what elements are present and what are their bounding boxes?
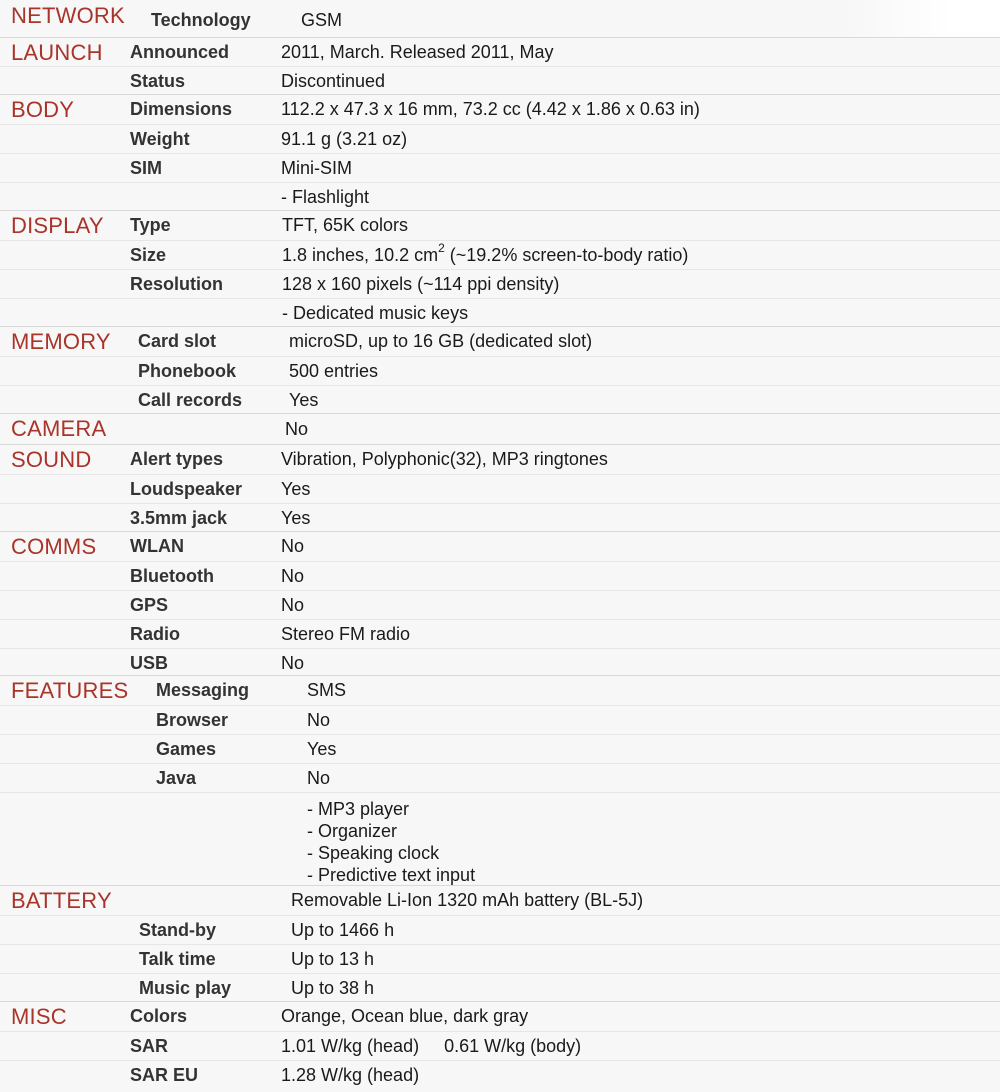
spec-label-type[interactable]: Type (130, 215, 171, 235)
spec-value-body-extra: - Flashlight (281, 187, 370, 207)
spec-value-weight: 91.1 g (3.21 oz) (281, 129, 408, 149)
spec-row-technology (0, 6, 1000, 35)
spec-label-sar[interactable]: SAR (130, 1036, 169, 1056)
spec-value-musicplay: Up to 38 h (291, 978, 375, 998)
section-misc (0, 1001, 1000, 1092)
feature-line: - Predictive text input (307, 865, 476, 885)
spec-row-weight (0, 124, 1000, 154)
category-comms[interactable]: COMMS (11, 534, 97, 559)
spec-row-wlan (0, 532, 1000, 561)
spec-value-alert: Vibration, Polyphonic(32), MP3 ringtones (281, 449, 608, 469)
spec-value-display-extra: - Dedicated music keys (282, 303, 469, 323)
spec-label-loudspeaker[interactable]: Loudspeaker (130, 479, 243, 499)
spec-row-camera (0, 415, 1000, 444)
size-value-main: 1.8 inches, 10.2 cm (282, 245, 439, 265)
spec-row-bluetooth (0, 561, 1000, 591)
spec-label-cardslot[interactable]: Card slot (138, 331, 217, 351)
spec-row-colors (0, 1002, 1000, 1031)
spec-value-standby: Up to 1466 h (291, 920, 395, 940)
size-value-superscript: 2 (438, 241, 445, 255)
spec-label-dimensions[interactable]: Dimensions (130, 99, 233, 119)
category-memory[interactable]: MEMORY (11, 329, 111, 354)
feature-line: - MP3 player (307, 799, 410, 819)
spec-row-talktime (0, 944, 1000, 974)
spec-label-browser[interactable]: Browser (156, 710, 229, 730)
spec-value-callrecords: Yes (289, 390, 319, 410)
spec-value-sareu: 1.28 W/kg (head) (281, 1065, 420, 1085)
category-battery[interactable]: BATTERY (11, 888, 112, 913)
spec-row-status (0, 66, 1000, 96)
spec-value-colors: Orange, Ocean blue, dark gray (281, 1006, 529, 1026)
spec-row-gps (0, 590, 1000, 620)
section-network (0, 0, 1000, 37)
category-network[interactable]: NETWORK (11, 3, 125, 28)
section-comms (0, 531, 1000, 676)
spec-label-standby[interactable]: Stand-by (139, 920, 217, 940)
category-launch[interactable]: LAUNCH (11, 40, 103, 65)
spec-label-bluetooth[interactable]: Bluetooth (130, 566, 214, 586)
spec-row-standby (0, 915, 1000, 945)
spec-row-callrecords (0, 385, 1000, 415)
spec-row-games (0, 734, 1000, 764)
section-launch (0, 37, 1000, 95)
section-camera (0, 413, 1000, 445)
spec-row-announced (0, 38, 1000, 67)
spec-row-java (0, 763, 1000, 793)
spec-row-resolution (0, 269, 1000, 299)
feature-line: - Organizer (307, 821, 398, 841)
spec-value-browser: No (307, 710, 331, 730)
spec-value-bluetooth: No (281, 566, 305, 586)
spec-value-size (282, 241, 688, 270)
spec-row-musicplay (0, 973, 1000, 1003)
spec-label-size[interactable]: Size (130, 245, 167, 265)
spec-value-status: Discontinued (281, 71, 386, 91)
spec-value-sim: Mini-SIM (281, 158, 352, 178)
spec-value-radio: Stereo FM radio (281, 624, 411, 644)
spec-label-resolution[interactable]: Resolution (130, 274, 223, 294)
spec-label-colors[interactable]: Colors (130, 1006, 188, 1026)
spec-value-technology: GSM (301, 10, 343, 30)
section-display (0, 210, 1000, 327)
spec-value-games: Yes (307, 739, 337, 759)
spec-label-alert[interactable]: Alert types (130, 449, 224, 469)
spec-label-sareu[interactable]: SAR EU (130, 1065, 199, 1085)
spec-label-wlan[interactable]: WLAN (130, 536, 184, 556)
spec-value-loudspeaker: Yes (281, 479, 311, 499)
spec-label-talktime[interactable]: Talk time (139, 949, 216, 969)
spec-row-loudspeaker (0, 474, 1000, 504)
spec-row-sareu (0, 1060, 1000, 1090)
spec-value-resolution: 128 x 160 pixels (~114 ppi density) (282, 274, 560, 294)
spec-row-phonebook (0, 356, 1000, 386)
section-sound (0, 444, 1000, 532)
category-misc[interactable]: MISC (11, 1004, 67, 1029)
category-camera[interactable]: CAMERA (11, 416, 107, 441)
spec-value-messaging: SMS (307, 680, 347, 700)
spec-label-status[interactable]: Status (130, 71, 186, 91)
spec-row-display-extra (0, 298, 1000, 328)
spec-value-features-extra (307, 798, 475, 886)
spec-label-radio[interactable]: Radio (130, 624, 181, 644)
spec-value-usb: No (281, 653, 305, 673)
category-sound[interactable]: SOUND (11, 447, 92, 472)
spec-label-phonebook[interactable]: Phonebook (138, 361, 236, 381)
section-memory (0, 326, 1000, 414)
feature-line: - Speaking clock (307, 843, 440, 863)
spec-label-technology[interactable]: Technology (151, 10, 251, 30)
spec-row-features-extra (0, 792, 1000, 887)
spec-value-type: TFT, 65K colors (282, 215, 409, 235)
spec-value-camera: No (285, 419, 309, 439)
spec-label-callrecords[interactable]: Call records (138, 390, 243, 410)
spec-row-sim (0, 153, 1000, 183)
spec-label-games[interactable]: Games (156, 739, 217, 759)
spec-label-gps[interactable]: GPS (130, 595, 169, 615)
category-display[interactable]: DISPLAY (11, 213, 104, 238)
spec-value-battery-main: Removable Li-Ion 1320 mAh battery (BL-5J) (291, 890, 644, 910)
section-battery (0, 885, 1000, 1002)
spec-row-alert (0, 445, 1000, 474)
spec-value-dimensions: 112.2 x 47.3 x 16 mm, 73.2 cc (4.42 x 1.86 x 0.63 in) (281, 99, 700, 119)
spec-label-sim[interactable]: SIM (130, 158, 163, 178)
spec-label-musicplay[interactable]: Music play (139, 978, 232, 998)
spec-label-jack[interactable]: 3.5mm jack (130, 508, 228, 528)
category-body[interactable]: BODY (11, 97, 75, 122)
section-features (0, 675, 1000, 886)
spec-value-java: No (307, 768, 331, 788)
spec-value-wlan: No (281, 536, 305, 556)
spec-label-java[interactable]: Java (156, 768, 197, 788)
spec-row-radio (0, 619, 1000, 649)
spec-label-weight[interactable]: Weight (130, 129, 190, 149)
spec-label-announced[interactable]: Announced (130, 42, 229, 62)
spec-row-usb (0, 648, 1000, 678)
spec-row-jack (0, 503, 1000, 533)
spec-value-talktime: Up to 13 h (291, 949, 375, 969)
section-body (0, 94, 1000, 211)
spec-row-messaging (0, 676, 1000, 705)
spec-value-jack: Yes (281, 508, 311, 528)
spec-row-dimensions (0, 95, 1000, 124)
spec-value-sar: 1.01 W/kg (head) 0.61 W/kg (body) (281, 1036, 582, 1056)
spec-value-phonebook: 500 entries (289, 361, 379, 381)
spec-row-type (0, 211, 1000, 240)
size-value-ratio: (~19.2% screen-to-body ratio) (444, 245, 689, 265)
category-features[interactable]: FEATURES (11, 678, 129, 703)
spec-row-size (0, 240, 1000, 270)
spec-label-usb[interactable]: USB (130, 653, 169, 673)
spec-row-cardslot (0, 327, 1000, 356)
spec-value-announced: 2011, March. Released 2011, May (281, 42, 554, 62)
spec-row-battery-main (0, 886, 1000, 915)
spec-row-browser (0, 705, 1000, 735)
spec-row-body-extra (0, 182, 1000, 212)
spec-row-sar (0, 1031, 1000, 1061)
spec-value-gps: No (281, 595, 305, 615)
spec-label-messaging[interactable]: Messaging (156, 680, 250, 700)
spec-value-cardslot: microSD, up to 16 GB (dedicated slot) (289, 331, 593, 351)
